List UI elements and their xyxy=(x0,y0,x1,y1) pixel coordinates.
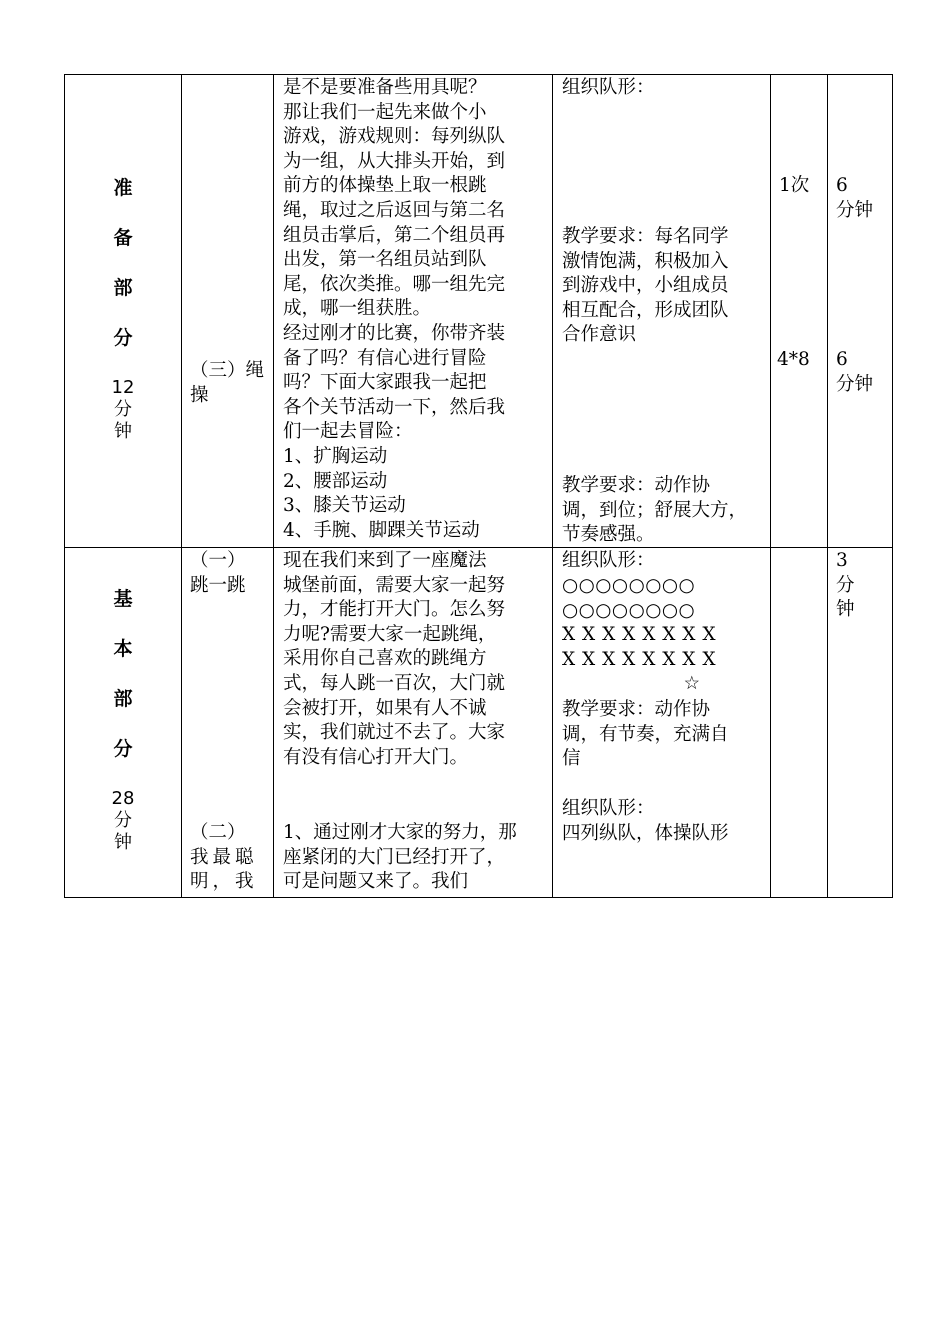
prep-section-minutes: 12 分 钟 xyxy=(111,377,135,442)
basic-requirement: 教学要求：动作协 调，有节奏，充满自 信 xyxy=(562,699,729,770)
basic-content-cell xyxy=(274,548,553,898)
basic-time-cell xyxy=(828,548,893,898)
basic-activity-2: （二） 我最聪 明，我 xyxy=(190,822,258,893)
prep-time-2: 6 分钟 xyxy=(836,349,874,395)
prep-section-row xyxy=(65,75,893,548)
prep-activity-cell xyxy=(182,75,274,548)
prep-content-text: 是不是要准备些用具呢？ 那让我们一起先来做个小 游戏，游戏规则：每列纵队 为一组，从大排头开始，到 前方的体操垫上取一根跳 绳，取过之后返回与第二名 组员击掌后，第二个组员再 出发，第一名组员站到队 尾，依次类推。哪一组先完 成，哪一组获胜。 经过刚才的比赛，你带齐装 备了吗？有信心进行冒险 吗？下面大家跟我一起把 各个关节活动一下，然后我 们一起去冒险： 1、扩胸运动 2、腰部运动 3、膝关节运动 4、手腕、脚踝关节运动 xyxy=(283,77,506,541)
basic-section-label-cell xyxy=(65,548,182,898)
basic-section-minutes: 28 分 钟 xyxy=(111,788,135,853)
prep-activity-name: （三）绳 操 xyxy=(190,360,265,406)
prep-content-cell xyxy=(274,75,553,548)
prep-time-cell xyxy=(828,75,893,548)
prep-section-label-cell xyxy=(65,75,182,548)
prep-org-title: 组织队形： xyxy=(562,77,655,98)
formation-row-x-1: X X X X X X X X xyxy=(562,624,717,646)
basic-count-cell xyxy=(771,548,828,898)
basic-activity-1: （一） 跳一跳 xyxy=(190,550,246,596)
basic-org-title: 组织队形： xyxy=(562,550,655,571)
basic-section-row xyxy=(65,548,893,898)
formation-row-circles-1: ○○○○○○○○ xyxy=(562,575,696,596)
basic-organization-cell xyxy=(553,548,771,898)
basic-formation-diagram xyxy=(562,574,762,697)
prep-requirement-2: 教学要求：动作协 调，到位；舒展大方， 节奏感强。 xyxy=(562,475,748,546)
basic-org2: 组织队形： 四列纵队，体操队形 xyxy=(562,798,729,844)
basic-time: 3 分 钟 xyxy=(836,550,855,621)
prep-count-cell xyxy=(771,75,828,548)
teacher-star-icon: ☆ xyxy=(683,673,701,695)
prep-count-2: 4*8 xyxy=(777,349,810,370)
prep-organization-cell xyxy=(553,75,771,548)
basic-content-2: 1、通过刚才大家的努力，那 座紧闭的大门已经打开了， 可是问题又来了。我们 xyxy=(283,822,517,893)
basic-content-1: 现在我们来到了一座魔法 城堡前面，需要大家一起努 力，才能打开大门。怎么努 力呢?需要大家一起跳绳， 采用你自己喜欢的跳绳方 式，每人跳一百次，大门就 会被打开，如果有人不诚 实，我们就过不去了。大家 有没有信心打开大门。 xyxy=(283,550,506,768)
formation-row-circles-2: ○○○○○○○○ xyxy=(562,599,696,621)
prep-count-1: 1次 xyxy=(779,175,810,196)
lesson-plan-table xyxy=(64,74,893,898)
prep-requirement-1: 教学要求：每名同学 激情饱满，积极加入 到游戏中，小组成员 相互配合，形成团队 合作意识 xyxy=(562,226,729,346)
basic-activity-cell xyxy=(182,548,274,898)
prep-section-label: 准 备 部 分 xyxy=(113,177,133,349)
prep-time-1: 6 分钟 xyxy=(836,175,874,221)
formation-row-x-2: X X X X X X X X xyxy=(562,648,717,670)
basic-section-label: 基 本 部 分 xyxy=(113,588,133,760)
